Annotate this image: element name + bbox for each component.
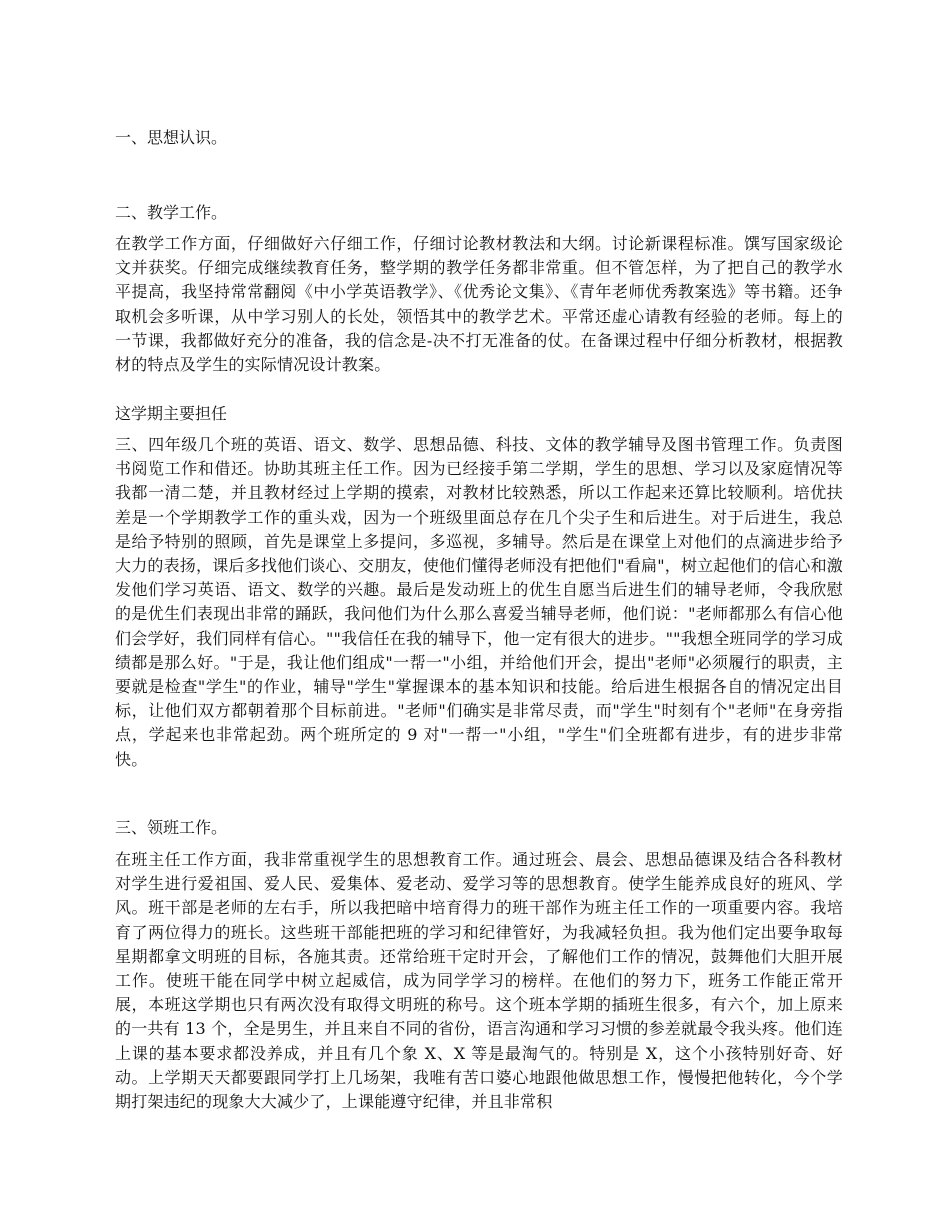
paragraph-class-work: 在班主任工作方面，我非常重视学生的思想教育工作。通过班会、晨会、思想品德课及结合各科教材对学生进行爱祖国、爱人民、爱集体、爱老动、爱学习等的思想教育。使学生能养成良好的班风、学风。班干部是老师的左右手，所以我把暗中培育得力的班干部作为班主任工作的一项重要内容。我培育了两位得力的班长。这些班干部能把班的学习和纪律管好，为我减轻负担。我为他们定出要争取每星期都拿文明班的目标，各施其责。还常给班干定时开会，了解他们工作的情况，鼓舞他们大胆开展工作。使班干能在同学中树立起威信，成为同学学习的榜样。在他们的努力下，班务工作能正常开展，本班这学期也只有两次没有取得文明班的称号。这个班本学期的插班生很多，有六个，加上原来的一共有 13 个，全是男生，并且来自不同的省份，语言沟通和学习习惯的参差就最令我头疼。他们连上课的基本要求都没养成，并且有几个象 X、X 等是最淘气的。特别是 X，这个小孩特别好奇、好动。上学期天天都要跟同学打上几场架，我唯有苦口婆心地跟他做思想工作，慢慢把他转化，今个学期打架违纪的现象大大减少了，上课能遵守纪律，并且非常积: [115, 850, 843, 1112]
paragraph-teaching-work: 在教学工作方面，仔细做好六仔细工作，仔细讨论教材教法和大纲。讨论新课程标准。馔写国家级论文并获奖。仔细完成继续教育任务，整学期的教学任务都非常重。但不管怎样，为了把自己的教学水平提高，我坚持常常翻阅《中小学英语教学》、《优秀论文集》、《青年老师优秀教案选》等书籍。还争取机会多听课，从中学习别人的长处，领悟其中的教学艺术。平常还虚心请教有经验的老师。每上的一节课，我都做好充分的准备，我的信念是-决不打无准备的仗。在备课过程中仔细分析教材，根据教材的特点及学生的实际情况设计教案。: [115, 234, 843, 375]
line-semester-duties: 这学期主要担任: [115, 404, 228, 423]
heading-thoughts: 一、思想认识。: [115, 128, 228, 147]
heading-class-leadership: 三、领班工作。: [115, 818, 228, 837]
heading-teaching: 二、教学工作。: [115, 203, 228, 222]
paragraph-duties: 三、四年级几个班的英语、语文、数学、思想品德、科技、文体的教学辅导及图书管理工作。负责图书阅览工作和借还。协助其班主任工作。因为已经接手第二学期，学生的思想、学习以及家庭情况等我都一清二楚，并且教材经过上学期的摸索，对教材比较熟悉，所以工作起来还算比较顺利。培优扶差是一个学期教学工作的重头戏，因为一个班级里面总存在几个尖子生和后进生。对于后进生，我总是给予特别的照顾，首先是课堂上多提问，多巡视，多辅导。然后是在课堂上对他们的点滴进步给予大力的表扬，课后多找他们谈心、交朋友，使他们懂得老师没有把他们"看扁"，树立起他们的信心和激发他们学习英语、语文、数学的兴趣。最后是发动班上的优生自愿当后进生们的辅导老师，令我欣慰的是优生们表现出非常的踊跃，我问他们为什么那么喜爱当辅导老师，他们说："老师都那么有信心他们会学好，我们同样有信心。""我信任在我的辅导下，他一定有很大的进步。""我想全班同学的学习成绩都是那么好。"于是，我让他们组成"一帮一"小组，并给他们开会，提出"老师"必须履行的职责，主要就是检查"学生"的作业，辅导"学生"掌握课本的基本知识和技能。给后进生根据各自的情况定出目标，让他们双方都朝着那个目标前进。"老师"们确实是非常尽责，而"学生"时刻有个"老师"在身旁指点，学起来也非常起劲。两个班所定的 9 对"一帮一"小组，"学生"们全班都有进步，有的进步非常快。: [115, 435, 843, 769]
